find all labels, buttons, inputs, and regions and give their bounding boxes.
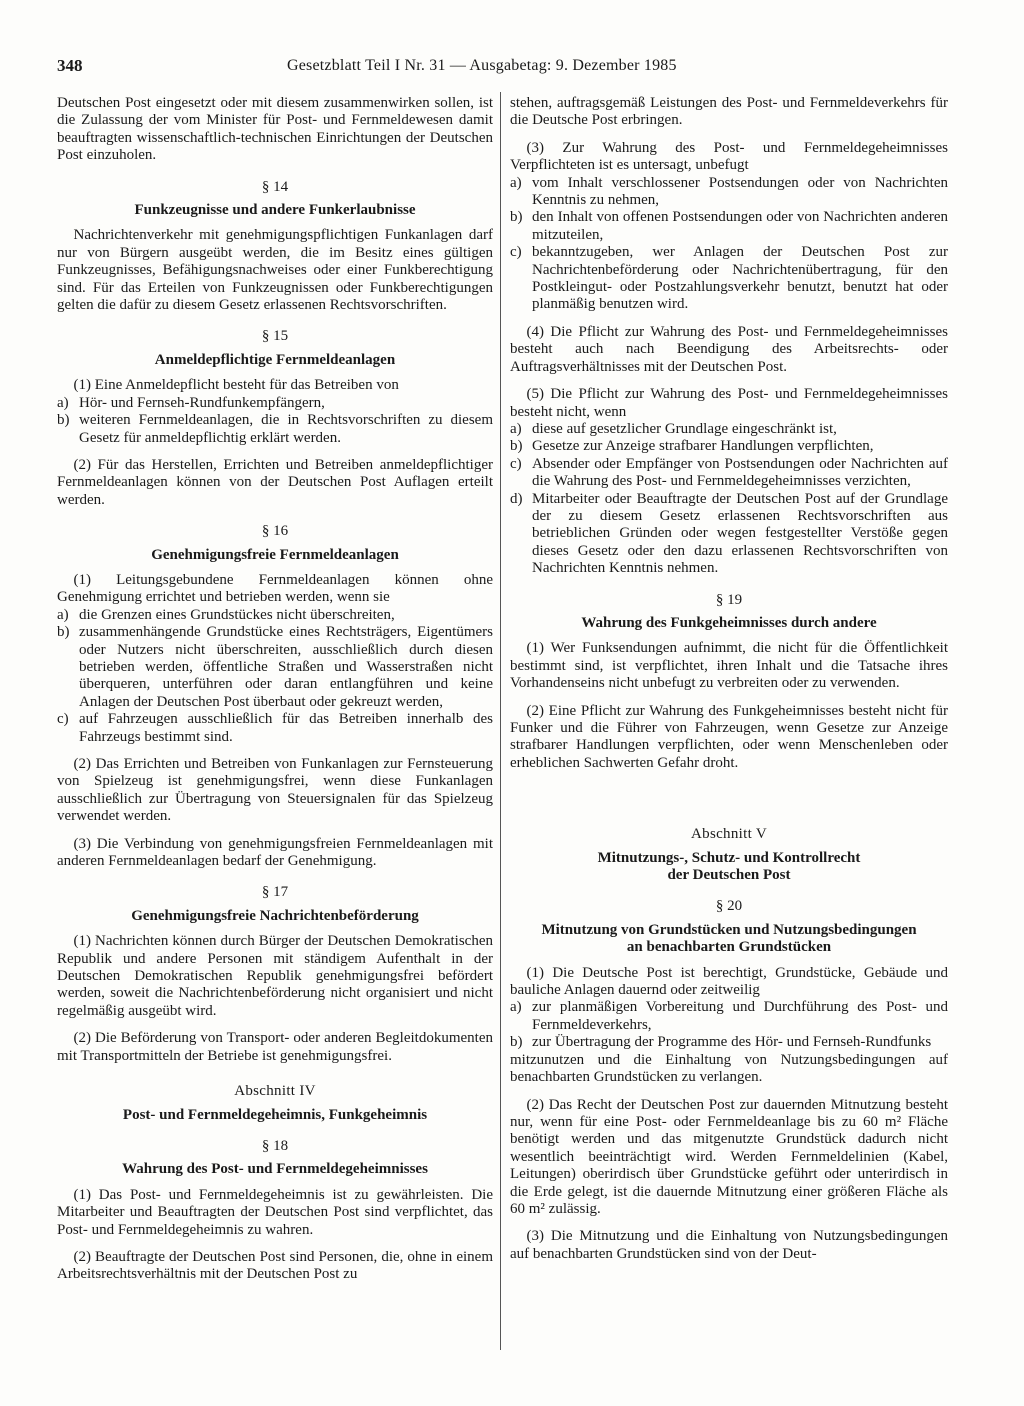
section-18-number: § 18 xyxy=(261,1137,289,1154)
list-item-text: bekanntzugeben, wer Anlagen der Deutschen Post zur Nachrichtenbeförderung oder Nachrichtenübertragung, für den Postkleingut- oder Postzahlungsverkehr benutzt, benutzt hat oder planmäßig benutzen wird. xyxy=(532,244,948,313)
list-item xyxy=(510,456,948,491)
section-16-paragraph-3: (3) Die Verbindung von genehmigungsfreien Fernmeldeanlagen mit anderen Fernmeldeanlagen bedarf der Genehmigung. xyxy=(57,835,493,870)
section-18-list-5 xyxy=(510,421,948,578)
intro-paragraph: Deutschen Post eingesetzt oder mit diesem zusammenwirken sollen, ist die Zulassung der vom Minister für Post- und Fernmeldewesen damit beauftragten wissenschaftlich-technischen Einrichtungen der Deutschen Post einzuholen. xyxy=(57,95,493,164)
list-item-text: diese auf gesetzlicher Grundlage eingeschränkt ist, xyxy=(532,420,837,437)
section-17-number: § 17 xyxy=(261,884,289,901)
list-item-label: a) xyxy=(57,394,69,411)
list-item-text: zur planmäßigen Vorbereitung und Durchführung des Post- und Fernmeldeverkehrs, xyxy=(532,999,948,1033)
list-item-text: Mitarbeiter oder Beauftragte der Deutschen Post auf der Grundlage der zu diesem Gesetz erlassenen Rechtsvorschriften aus betrieblichen Gründen oder wegen festgestellter Verstöße gegen dieses Gesetz oder den dazu erlassenen Rechtsvorschriften von Nachrichten Kenntnis nehmen. xyxy=(532,490,948,577)
list-item xyxy=(510,491,948,578)
section-15-number: § 15 xyxy=(261,328,289,345)
list-item xyxy=(57,412,493,447)
abschnitt-4-label: Abschnitt IV xyxy=(234,1083,316,1100)
section-15-list xyxy=(57,395,493,447)
section-18-paragraph-5: (5) Die Pflicht zur Wahrung des Post- und Fernmeldegeheimnisses besteht nicht, wenn xyxy=(510,386,948,420)
list-item-text: die Grenzen eines Grundstückes nicht überschreiten, xyxy=(79,606,395,623)
abschnitt-5-title-line-1: Mitnutzungs-, Schutz- und Kontrollrecht xyxy=(597,849,861,866)
left-column xyxy=(57,95,493,1294)
list-item xyxy=(510,421,948,438)
list-item xyxy=(510,1034,948,1051)
abschnitt-4-title: Post- und Fernmeldegeheimnis, Funkgeheimnis xyxy=(122,1106,428,1123)
list-item-label: a) xyxy=(510,999,522,1016)
section-16-paragraph-1: (1) Leitungsgebundene Fernmeldeanlagen können ohne Genehmigung errichtet und betrieben werden, wenn sie xyxy=(57,571,493,606)
list-item-text: weiteren Fernmeldeanlagen, die in Rechtsvorschriften zu diesem Gesetz für anmeldepflichtig erklärt werden. xyxy=(79,412,493,446)
section-18-paragraph-2: (2) Beauftragte der Deutschen Post sind Personen, die, ohne in einem Arbeitsrechtsverhältnis mit der Deutschen Post zu xyxy=(57,1248,493,1283)
list-item-text: zur Übertragung der Programme des Hör- und Fernseh-Rundfunks xyxy=(532,1034,932,1051)
section-20-title-line-1: Mitnutzung von Grundstücken und Nutzungsbedingungen xyxy=(541,921,917,938)
list-item-label: b) xyxy=(57,624,70,641)
section-16-list xyxy=(57,607,493,746)
list-item-label: a) xyxy=(510,420,522,437)
list-item xyxy=(510,999,948,1034)
section-19-paragraph-1: (1) Wer Funksendungen aufnimmt, die nicht für die Öffentlichkeit bestimmt sind, ist verpflichtet, ihren Inhalt und die Tatsache ihres Vorhandenseins nicht unbefugt zu verbreiten oder zu verwenden. xyxy=(510,640,948,692)
list-item xyxy=(57,607,493,624)
list-item-label: b) xyxy=(57,412,70,429)
list-item-text: Hör- und Fernseh-Rundfunkempfängern, xyxy=(79,394,325,411)
list-item xyxy=(510,175,948,210)
section-17-paragraph-2: (2) Die Beförderung von Transport- oder anderen Begleitdokumenten mit Transportmitteln der Betriebe ist genehmigungsfrei. xyxy=(57,1030,493,1064)
list-item xyxy=(57,711,493,746)
list-item-label: d) xyxy=(510,490,523,507)
section-18-list-3 xyxy=(510,175,948,314)
section-18-paragraph-1: (1) Das Post- und Fernmeldegeheimnis ist zu gewährleisten. Die Mitarbeiter und Beauftragten der Deutschen Post sind verpflichtet, das Post- und Fernmeldegeheimnis zu wahren. xyxy=(57,1186,493,1238)
section-18-paragraph-4: (4) Die Pflicht zur Wahrung des Post- und Fernmeldegeheimnisses besteht auch nach Beendigung des Arbeitsrechts- oder Auftragsverhältnisses mit der Deutschen Post. xyxy=(510,323,948,375)
section-14-paragraph: Nachrichtenverkehr mit genehmigungspflichtigen Funkanlagen darf nur von Bürgern ausgeübt werden, die im Besitz eines gültigen Funkzeugnisses, Befähigungsnachweises oder einer Funkberechtigung sind. Für das Erteilen von Funkzeugnissen oder Funkberechtigungen gelten die dafür zu diesem Gesetz erlassenen Rechtsvorschriften. xyxy=(57,227,493,314)
section-20-number: § 20 xyxy=(715,898,743,915)
section-14-number: § 14 xyxy=(261,178,289,195)
list-item-label: b) xyxy=(510,1034,523,1051)
section-15-title: Anmeldepflichtige Fernmeldeanlagen xyxy=(154,351,396,368)
section-15-paragraph-1: (1) Eine Anmeldepflicht besteht für das Betreiben von xyxy=(73,377,399,394)
list-item-text: Gesetze zur Anzeige strafbarer Handlungen verpflichten, xyxy=(532,438,874,455)
column-divider xyxy=(500,92,501,1350)
section-16-number: § 16 xyxy=(261,523,289,540)
page-header xyxy=(57,54,957,78)
section-17-paragraph-1: (1) Nachrichten können durch Bürger der Deutschen Demokratischen Republik und andere Personen mit ständigem Aufenthalt in der Deutschen Demokratischen Republik genehmigungsfrei befördert werden, soweit die Nachrichtenbeförderung nicht organisiert und nicht regelmäßig ausgeübt wird. xyxy=(57,933,493,1019)
header-title: Gesetzblatt Teil I Nr. 31 — Ausgabetag: 9. Dezember 1985 xyxy=(287,57,677,74)
list-item-label: a) xyxy=(510,174,522,191)
section-20-title-line-2: an benachbarten Grundstücken xyxy=(626,939,832,956)
section-15-paragraph-2: (2) Für das Herstellen, Errichten und Betreiben anmeldepflichtiger Fernmeldeanlagen können von der Deutschen Post Auflagen erteilt werden. xyxy=(57,456,493,508)
list-item xyxy=(57,395,493,412)
section-18-paragraph-3: (3) Zur Wahrung des Post- und Fernmeldegeheimnisses Verpflichteten ist es untersagt, unbefugt xyxy=(510,139,948,174)
list-item-text: vom Inhalt verschlossener Postsendungen oder von Nachrichten Kenntnis zu nehmen, xyxy=(532,174,948,209)
section-16-paragraph-2: (2) Das Errichten und Betreiben von Funkanlagen zur Fernsteuerung von Spielzeug ist genehmigungsfrei, wenn diese Funkanlagen ausschließlich zur Übertragung von Steuersignalen für das Spielzeug verwendet werden. xyxy=(57,756,493,825)
abschnitt-5-title-line-2: der Deutschen Post xyxy=(667,867,791,884)
section-19-title: Wahrung des Funkgeheimnisses durch andere xyxy=(581,614,877,631)
list-item xyxy=(510,244,948,314)
section-20-paragraph-3: (3) Die Mitnutzung und die Einhaltung von Nutzungsbedingungen auf benachbarten Grundstücken sind von der Deut- xyxy=(510,1228,948,1262)
list-item-text: auf Fahrzeugen ausschließlich für das Betreiben innerhalb des Fahrzeugs bestimmt sind. xyxy=(79,711,493,745)
list-item-label: b) xyxy=(510,209,523,226)
section-20-paragraph-1: (1) Die Deutsche Post ist berechtigt, Grundstücke, Gebäude und bauliche Anlagen dauernd oder zeitweilig xyxy=(510,964,948,999)
list-item-label: c) xyxy=(510,455,522,472)
section-18-title: Wahrung des Post- und Fernmeldegeheimnisses xyxy=(122,1161,428,1178)
list-item-label: b) xyxy=(510,438,523,455)
section-20-paragraph-1-end: mitzunutzen und die Einhaltung von Nutzungsbedingungen auf benachbarten Grundstücken zu verlangen. xyxy=(510,1051,948,1086)
list-item-text: zusammenhängende Grundstücke eines Rechtsträgers, Eigentümers oder Nutzers nicht überschreiten, ausschließlich durch diesen betrieben werden, öffentliche Straßen und Wasserstraßen nicht überqueren, unterführen oder daran entlangführen und keine Anlagen der Deutschen Post überbaut oder gekreuzt werden, xyxy=(79,624,493,710)
section-14-title: Funkzeugnisse und andere Funkerlaubnisse xyxy=(134,202,416,219)
section-20-list xyxy=(510,999,948,1051)
list-item-label: c) xyxy=(510,244,522,261)
list-item-label: c) xyxy=(57,711,69,728)
spacer xyxy=(510,782,948,808)
list-item-text: Absender oder Empfänger von Postsendungen oder Nachrichten auf die Wahrung des Post- und Fernmeldegeheimnisses verzichten, xyxy=(532,455,948,490)
section-16-title: Genehmigungsfreie Fernmeldeanlagen xyxy=(151,546,399,563)
section-18-paragraph-2-continued: stehen, auftragsgemäß Leistungen des Post- und Fernmeldeverkehrs für die Deutsche Post erbringen. xyxy=(510,95,948,129)
right-column xyxy=(510,95,948,1273)
page-number: 348 xyxy=(57,56,83,75)
list-item xyxy=(510,438,948,455)
list-item xyxy=(510,209,948,244)
list-item-text: den Inhalt von offenen Postsendungen oder von Nachrichten anderen mitzuteilen, xyxy=(532,209,948,243)
section-19-paragraph-2: (2) Eine Pflicht zur Wahrung des Funkgeheimnisses besteht nicht für Funker und die Führer von Fahrzeugen, wenn Gesetze zur Anzeige strafbarer Handlungen verpflichten, oder wenn Menschenleben oder erheblichen Sachwerten Gefahr droht. xyxy=(510,702,948,771)
abschnitt-5-label: Abschnitt V xyxy=(691,826,767,843)
section-20-paragraph-2: (2) Das Recht der Deutschen Post zur dauernden Mitnutzung besteht nur, wenn für eine Post- oder Fernmeldeanlage bis zu 60 m² Fläche benötigt werden und das mitgenutzte Grundstück dadurch nicht wesentlich beeinträchtigt wird. Werden Fernmeldelinien (Kabel, Leitungen) oberirdisch über Grundstücke geführt oder unterirdisch in die Erde gelegt, ist die dauernde Mitnutzung einer größeren Fläche als 60 m² zulässig. xyxy=(510,1096,948,1217)
list-item-label: a) xyxy=(57,606,69,623)
section-19-number: § 19 xyxy=(715,591,743,608)
section-17-title: Genehmigungsfreie Nachrichtenbeförderung xyxy=(131,907,419,924)
list-item xyxy=(57,624,493,711)
